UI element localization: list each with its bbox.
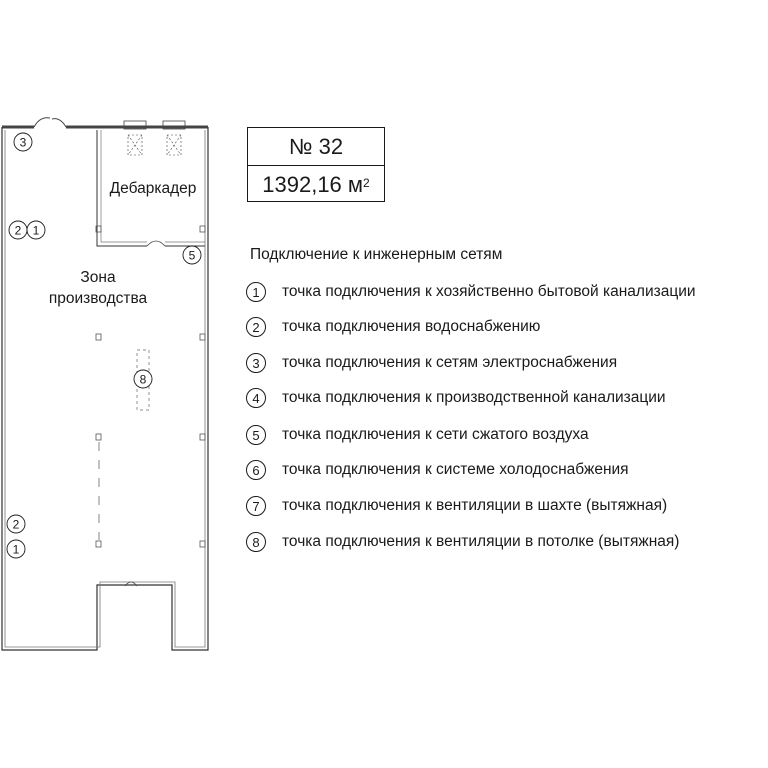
legend-text: точка подключения к системе холодоснабжения [282, 461, 629, 478]
unit-area [248, 165, 384, 203]
legend-number-badge: 7 [246, 496, 266, 516]
svg-text:8: 8 [139, 372, 147, 387]
marker-1-lower [7, 540, 25, 558]
legend-text: точка подключения к вентиляции в потолке (вытяжная) [282, 533, 680, 550]
legend-item [246, 495, 667, 517]
legend-item [246, 424, 589, 446]
legend-item [246, 459, 629, 481]
legend-item [246, 531, 679, 553]
unit-area-sup: 2 [363, 175, 370, 190]
svg-text:5: 5 [188, 248, 196, 263]
legend-item [246, 387, 666, 409]
legend-title: Подключение к инженерным сетям [250, 246, 503, 263]
unit-info-box [247, 127, 385, 202]
marker-2-upper [9, 221, 27, 239]
unit-number [248, 128, 384, 165]
dock-door-arc [147, 241, 165, 246]
legend-text: точка подключения к вентиляции в шахте (вытяжная) [282, 497, 668, 514]
marker-1-upper [27, 221, 45, 239]
marker-2-lower [7, 515, 25, 533]
production-zone-label-line2: производства [48, 290, 148, 307]
unit-area-value: 1392,16 м [262, 171, 364, 197]
legend-number-badge: 1 [246, 282, 266, 302]
marker-3-top [14, 133, 32, 151]
inner-wall [5, 130, 205, 647]
legend-text: точка подключения к производственной канализации [282, 389, 666, 406]
loading-dock-label: Дебаркадер [109, 180, 197, 197]
svg-text:1: 1 [12, 542, 20, 557]
legend-number-badge: 6 [246, 460, 266, 480]
legend-number-badge: 2 [246, 317, 266, 337]
legend-number-badge: 8 [246, 532, 266, 552]
marker-8 [134, 370, 152, 388]
door-arc-top [34, 118, 50, 127]
legend-text: точка подключения водоснабжению [282, 318, 541, 335]
marker-5 [183, 246, 201, 264]
legend-text: точка подключения к хозяйственно бытовой канализации [282, 283, 696, 300]
legend-text: точка подключения к сети сжатого воздуха [282, 426, 589, 443]
legend-number-badge: 3 [246, 353, 266, 373]
svg-text:2: 2 [12, 517, 20, 532]
svg-text:1: 1 [32, 223, 40, 238]
outer-wall [2, 127, 208, 650]
legend-text: точка подключения к сетям электроснабжения [282, 354, 618, 371]
svg-text:3: 3 [19, 135, 27, 150]
legend-item [246, 316, 540, 338]
legend-item [246, 352, 617, 374]
legend-number-badge: 5 [246, 425, 266, 445]
production-zone-label-line1: Зона [80, 269, 116, 286]
svg-text:2: 2 [14, 223, 22, 238]
legend-number-badge: 4 [246, 388, 266, 408]
door-arc-top-2 [52, 119, 66, 127]
legend-item [246, 281, 696, 303]
unit-number-text: № 32 [288, 133, 344, 159]
